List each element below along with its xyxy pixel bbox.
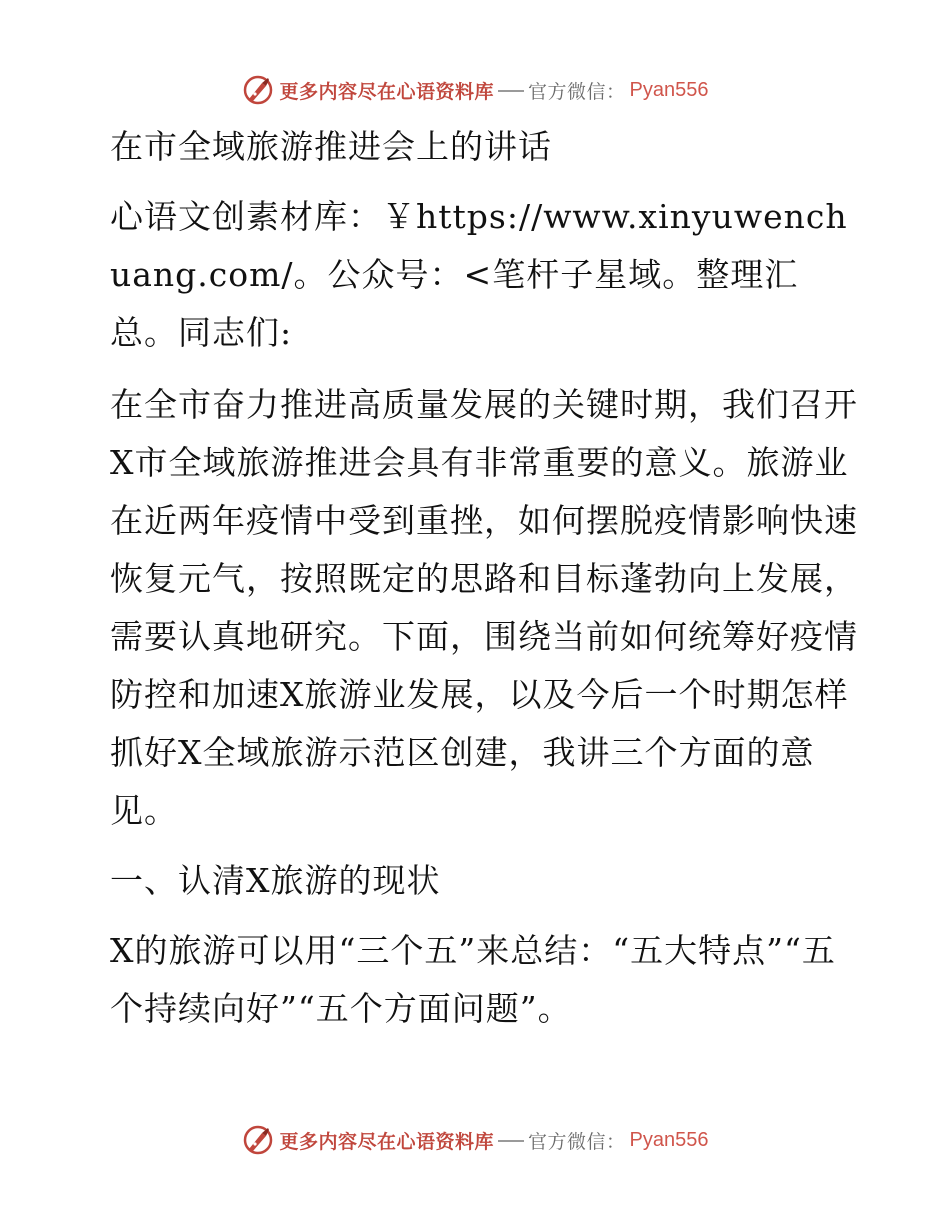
source-note: 心语文创素材库：￥https://www.xinyuwenchuang.com/。公众号：<笔杆子星域。整理汇总。同志们:	[110, 197, 848, 352]
banner-dash-divider	[498, 90, 524, 92]
quill-pen-logo-icon	[242, 1124, 274, 1156]
banner-dash-divider	[498, 1140, 524, 1142]
section-heading: 一、认清X旅游的现状	[110, 861, 441, 900]
banner-brand-text: 更多内容尽在心语资料库	[279, 80, 495, 103]
banner-account-id: Pyan556	[629, 1128, 709, 1151]
banner-account-id: Pyan556	[629, 78, 709, 101]
footer-banner	[0, 1120, 950, 1160]
body-paragraph: 在全市奋力推进高质量发展的关键时期，我们召开X市全域旅游推进会具有非常重要的意义。旅游业在近两年疫情中受到重挫，如何摆脱疫情影响快速恢复元气，按照既定的思路和目标蓬勃向上发展，需要认真地研究。下面，围绕当前如何统筹好疫情防控和加速X旅游业发展，以及今后一个时期怎样抓好X全域旅游示范区创建，我讲三个方面的意见。	[110, 385, 858, 830]
banner-wechat-label: 官方微信：	[528, 80, 626, 103]
banner-brand-text: 更多内容尽在心语资料库	[279, 1130, 495, 1153]
header-banner	[0, 70, 950, 110]
document-body	[98, 118, 858, 1038]
document-title: 在市全域旅游推进会上的讲话	[110, 127, 552, 166]
quill-pen-logo-icon	[242, 74, 274, 106]
body-paragraph: X的旅游可以用“三个五”来总结：“五大特点”“五个持续向好”“五个方面问题”。	[110, 931, 836, 1028]
banner-wechat-label: 官方微信：	[528, 1130, 626, 1153]
